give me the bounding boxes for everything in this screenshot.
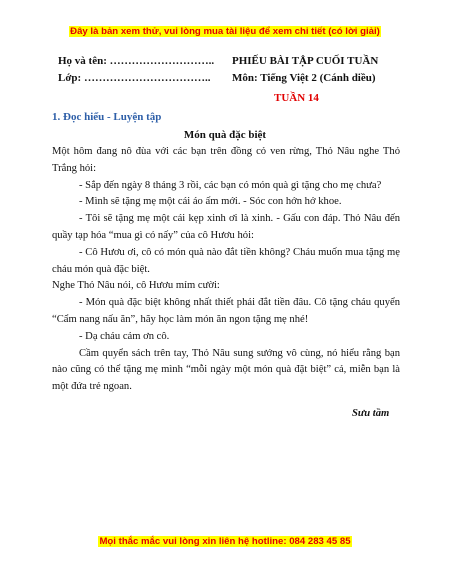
section-heading: 1. Đọc hiểu - Luyện tập bbox=[52, 111, 162, 123]
week-label: TUẦN 14 bbox=[274, 92, 319, 104]
paragraph: - Mình sẽ tặng mẹ một cái áo ấm mới. - Sóc con hớn hở khoe. bbox=[79, 196, 342, 208]
paragraph: - Món quà đặc biệt không nhất thiết phải đắt tiền đâu. Cô tặng cháu quyển “Cẩm nang nấu ăn”, hãy học làm món ăn ngon tặng mẹ nhé! bbox=[52, 297, 400, 325]
story-title: Món quà đặc biệt bbox=[183, 129, 267, 141]
name-field-label: Họ và tên: ……………………….. bbox=[58, 55, 215, 67]
paragraph: - Tôi sẽ tặng mẹ một cái kẹp xinh ơi là xinh. - Gấu con đáp. Thỏ Nâu đến quầy tạp hóa “mua gì có nấy” của cô Hươu hỏi: bbox=[52, 213, 400, 241]
source-credit: Sưu tầm bbox=[352, 408, 390, 419]
paragraph: - Dạ cháu cảm ơn cô. bbox=[79, 330, 170, 342]
class-field-label: Lớp: …………………………….. bbox=[58, 72, 211, 84]
worksheet-title: PHIẾU BÀI TẬP CUỐI TUẦN bbox=[232, 55, 379, 67]
preview-notice-text: Đây là bản xem thử, vui lòng mua tài liệu để xem chi tiết (có lời giải) bbox=[70, 26, 380, 37]
paragraph: Cầm quyển sách trên tay, Thỏ Nâu sung sướng vô cùng, nó hiểu rằng bạn nào cũng có thể tặng mẹ mình “mỗi ngày một món quà đặt biệt” cả, miễn bạn là một đứa trẻ ngoan. bbox=[52, 347, 400, 393]
subject-label: Môn: Tiếng Việt 2 (Cánh diều) bbox=[232, 72, 376, 84]
paragraph: Một hôm đang nô đùa với các bạn trên đồng cỏ ven rừng, Thỏ Nâu nghe Thỏ Trắng hỏi: bbox=[52, 146, 400, 174]
paragraph: Nghe Thỏ Nâu nói, cô Hươu mỉm cười: bbox=[52, 280, 220, 292]
hotline-text: Mọi thắc mắc vui lòng xin liên hệ hotline: 084 283 45 85 bbox=[99, 536, 351, 547]
preview-notice-banner bbox=[0, 26, 450, 37]
story-body bbox=[52, 144, 400, 396]
paragraph: - Cô Hươu ơi, cô có món quà nào đắt tiền không? Cháu muốn mua tặng mẹ cháu món quà đặc biệt. bbox=[52, 246, 400, 275]
paragraph: - Sắp đến ngày 8 tháng 3 rồi, các bạn có món quà gì tặng cho mẹ chưa? bbox=[79, 179, 382, 191]
hotline-banner bbox=[0, 536, 450, 547]
